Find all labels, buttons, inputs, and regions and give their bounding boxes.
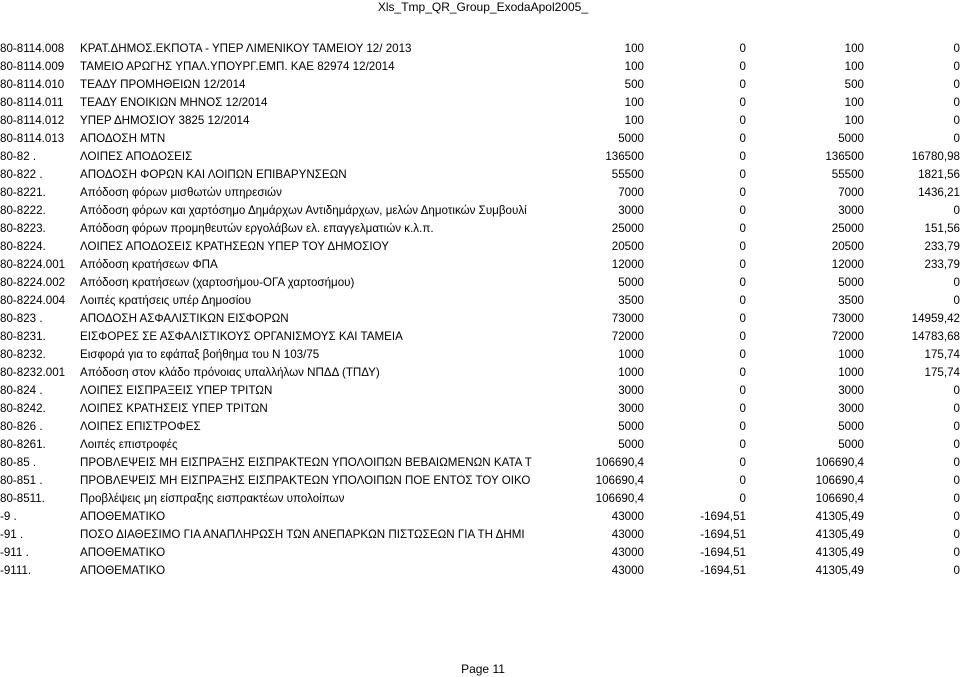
paid-amount-cell: 0 [953, 114, 960, 127]
description-cell: ΑΠΟΘΕΜΑΤΙΚΟ [80, 564, 166, 577]
paid-amount-cell: 0 [953, 78, 960, 91]
description-cell: ΑΠΟΘΕΜΑΤΙΚΟ [80, 546, 166, 559]
final-amount-cell: 20500 [831, 240, 864, 253]
adjustment-cell: 0 [739, 258, 746, 271]
paid-amount-cell: 0 [953, 96, 960, 109]
description-cell: Απόδοση στον κλάδο πρόνοιας υπαλλήλων ΝΠΔΔ (ΤΠΔΥ) [80, 366, 380, 379]
table-row [0, 311, 960, 329]
description-cell: ΛΟΙΠΕΣ ΑΠΟΔΟΣΕΙΣ ΚΡΑΤΗΣΕΩΝ ΥΠΕΡ ΤΟΥ ΔΗΜΟΣΙΟΥ [80, 240, 389, 253]
initial-amount-cell: 5000 [618, 438, 644, 451]
adjustment-cell: 0 [739, 384, 746, 397]
adjustment-cell: 0 [739, 492, 746, 505]
account-code-cell: 80-8261. [0, 438, 46, 451]
initial-amount-cell: 43000 [611, 528, 644, 541]
adjustment-cell: 0 [739, 42, 746, 55]
adjustment-cell: 0 [739, 312, 746, 325]
account-code-cell: 80-8222. [0, 204, 46, 217]
initial-amount-cell: 5000 [618, 132, 644, 145]
account-code-cell: 80-8224.004 [0, 294, 66, 307]
description-cell: ΥΠΕΡ ΔΗΜΟΣΙΟΥ 3825 12/2014 [80, 114, 250, 127]
table-row [0, 437, 960, 455]
initial-amount-cell: 55500 [611, 168, 644, 181]
initial-amount-cell: 20500 [611, 240, 644, 253]
description-cell: ΠΡΟΒΛΕΨΕΙΣ ΜΗ ΕΙΣΠΡΑΞΗΣ ΕΙΣΠΡΑΚΤΕΩΝ ΥΠΟΛΟΙΠΩΝ ΒΕΒΑΙΩΜΕΝΩΝ ΚΑΤΑ Τ [80, 456, 532, 469]
table-row [0, 401, 960, 419]
adjustment-cell: 0 [739, 294, 746, 307]
final-amount-cell: 3500 [838, 294, 864, 307]
paid-amount-cell: 233,79 [924, 258, 960, 271]
description-cell: ΑΠΟΔΟΣΗ ΜΤΝ [80, 132, 166, 145]
table-row [0, 221, 960, 239]
final-amount-cell: 7000 [838, 186, 864, 199]
account-code-cell: -9 . [0, 510, 17, 523]
final-amount-cell: 500 [844, 78, 864, 91]
initial-amount-cell: 1000 [618, 366, 644, 379]
adjustment-cell: -1694,51 [700, 528, 746, 541]
paid-amount-cell: 0 [953, 402, 960, 415]
adjustment-cell: 0 [739, 78, 746, 91]
final-amount-cell: 55500 [831, 168, 864, 181]
account-code-cell: 80-8114.011 [0, 96, 64, 109]
adjustment-cell: 0 [739, 276, 746, 289]
final-amount-cell: 106690,4 [815, 474, 864, 487]
description-cell: ΛΟΙΠΕΣ ΕΠΙΣΤΡΟΦΕΣ [80, 420, 201, 433]
page-number: Page 11 [461, 662, 505, 676]
account-code-cell: 80-826 . [0, 420, 43, 433]
account-code-cell: 80-82 . [0, 150, 37, 163]
table-row [0, 383, 960, 401]
paid-amount-cell: 0 [953, 564, 960, 577]
paid-amount-cell: 175,74 [924, 348, 960, 361]
description-cell: ΤΕΑΔΥ ΕΝΟΙΚΙΩΝ ΜΗΝΟΣ 12/2014 [80, 96, 268, 109]
initial-amount-cell: 43000 [611, 564, 644, 577]
description-cell: ΤΕΑΔΥ ΠΡΟΜΗΘΕΙΩΝ 12/2014 [80, 78, 246, 91]
initial-amount-cell: 106690,4 [595, 474, 644, 487]
table-row [0, 509, 960, 527]
final-amount-cell: 100 [844, 96, 864, 109]
paid-amount-cell: 1436,21 [918, 186, 960, 199]
initial-amount-cell: 100 [624, 96, 644, 109]
final-amount-cell: 5000 [838, 276, 864, 289]
paid-amount-cell: 0 [953, 438, 960, 451]
account-code-cell: 80-8232.001 [0, 366, 66, 379]
initial-amount-cell: 1000 [618, 348, 644, 361]
table-row [0, 473, 960, 491]
adjustment-cell: -1694,51 [700, 510, 746, 523]
table-row [0, 293, 960, 311]
table-row [0, 185, 960, 203]
account-code-cell: 80-8114.008 [0, 42, 65, 55]
description-cell: Απόδοση φόρων μισθωτών υπηρεσιών [80, 186, 282, 199]
initial-amount-cell: 3000 [618, 384, 644, 397]
final-amount-cell: 41305,49 [815, 528, 864, 541]
final-amount-cell: 5000 [838, 438, 864, 451]
account-code-cell: 80-8224. [0, 240, 46, 253]
paid-amount-cell: 0 [953, 546, 960, 559]
adjustment-cell: 0 [739, 132, 746, 145]
account-code-cell: 80-8114.013 [0, 132, 65, 145]
initial-amount-cell: 100 [624, 60, 644, 73]
adjustment-cell: 0 [739, 438, 746, 451]
account-code-cell: 80-8231. [0, 330, 46, 343]
initial-amount-cell: 106690,4 [595, 492, 644, 505]
account-code-cell: -9111. [0, 564, 32, 577]
account-code-cell: 80-85 . [0, 456, 37, 469]
final-amount-cell: 100 [844, 42, 864, 55]
account-code-cell: 80-824 . [0, 384, 43, 397]
final-amount-cell: 41305,49 [815, 510, 864, 523]
final-amount-cell: 3000 [838, 402, 864, 415]
adjustment-cell: 0 [739, 168, 746, 181]
description-cell: ΛΟΙΠΕΣ ΕΙΣΠΡΑΞΕΙΣ ΥΠΕΡ ΤΡΙΤΩΝ [80, 384, 273, 397]
paid-amount-cell: 0 [953, 420, 960, 433]
paid-amount-cell: 14783,68 [911, 330, 960, 343]
description-cell: ΠΟΣΟ ΔΙΑΘΕΣΙΜΟ ΓΙΑ ΑΝΑΠΛΗΡΩΣΗ ΤΩΝ ΑΝΕΠΑΡΚΩΝ ΠΙΣΤΩΣΕΩΝ ΓΙΑ ΤΗ ΔΗΜΙ [80, 528, 525, 541]
account-code-cell: -91 . [0, 528, 24, 541]
final-amount-cell: 41305,49 [815, 546, 864, 559]
adjustment-cell: -1694,51 [700, 564, 746, 577]
initial-amount-cell: 3000 [618, 204, 644, 217]
final-amount-cell: 41305,49 [815, 564, 864, 577]
initial-amount-cell: 7000 [618, 186, 644, 199]
table-row [0, 203, 960, 221]
description-cell: Απόδοση κρατήσεων ΦΠΑ [80, 258, 218, 271]
table-row [0, 365, 960, 383]
final-amount-cell: 25000 [831, 222, 864, 235]
account-code-cell: 80-8114.010 [0, 78, 65, 91]
table-row [0, 41, 960, 59]
account-code-cell: 80-8511. [0, 492, 45, 505]
paid-amount-cell: 0 [953, 294, 960, 307]
adjustment-cell: 0 [739, 186, 746, 199]
description-cell: ΚΡΑΤ.ΔΗΜΟΣ.ΕΚΠΟΤΑ - ΥΠΕΡ ΛΙΜΕΝΙΚΟΥ ΤΑΜΕΙΟΥ 12/ 2013 [80, 42, 412, 55]
final-amount-cell: 72000 [831, 330, 864, 343]
budget-table [0, 41, 960, 581]
adjustment-cell: 0 [739, 474, 746, 487]
paid-amount-cell: 0 [953, 528, 960, 541]
final-amount-cell: 136500 [825, 150, 864, 163]
adjustment-cell: 0 [739, 366, 746, 379]
initial-amount-cell: 500 [624, 78, 644, 91]
table-row [0, 347, 960, 365]
paid-amount-cell: 1821,56 [918, 168, 960, 181]
description-cell: ΑΠΟΔΟΣΗ ΑΣΦΑΛΙΣΤΙΚΩΝ ΕΙΣΦΟΡΩΝ [80, 312, 289, 325]
initial-amount-cell: 73000 [611, 312, 644, 325]
final-amount-cell: 3000 [838, 384, 864, 397]
paid-amount-cell: 14959,42 [911, 312, 960, 325]
table-row [0, 563, 960, 581]
paid-amount-cell: 0 [953, 384, 960, 397]
table-row [0, 59, 960, 77]
adjustment-cell: 0 [739, 348, 746, 361]
table-row [0, 131, 960, 149]
final-amount-cell: 73000 [831, 312, 864, 325]
final-amount-cell: 106690,4 [815, 456, 864, 469]
account-code-cell: 80-8223. [0, 222, 46, 235]
paid-amount-cell: 0 [953, 456, 960, 469]
adjustment-cell: 0 [739, 150, 746, 163]
adjustment-cell: 0 [739, 456, 746, 469]
initial-amount-cell: 43000 [611, 546, 644, 559]
initial-amount-cell: 3500 [618, 294, 644, 307]
description-cell: ΑΠΟΘΕΜΑΤΙΚΟ [80, 510, 166, 523]
account-code-cell: 80-822 . [0, 168, 43, 181]
table-row [0, 329, 960, 347]
paid-amount-cell: 0 [953, 492, 960, 505]
account-code-cell: 80-8224.001 [0, 258, 66, 271]
description-cell: Απόδοση φόρων προμηθευτών εργολάβων ελ. επαγγελματιών κ.λ.π. [80, 222, 434, 235]
paid-amount-cell: 0 [953, 132, 960, 145]
table-row [0, 113, 960, 131]
description-cell: Λοιπές κρατήσεις υπέρ Δημοσίου [80, 294, 252, 307]
table-row [0, 257, 960, 275]
table-row [0, 95, 960, 113]
adjustment-cell: -1694,51 [700, 546, 746, 559]
paid-amount-cell: 151,56 [924, 222, 960, 235]
table-row [0, 149, 960, 167]
adjustment-cell: 0 [739, 222, 746, 235]
final-amount-cell: 100 [844, 114, 864, 127]
paid-amount-cell: 0 [953, 510, 960, 523]
initial-amount-cell: 43000 [611, 510, 644, 523]
final-amount-cell: 1000 [838, 348, 864, 361]
table-row [0, 419, 960, 437]
description-cell: ΑΠΟΔΟΣΗ ΦΟΡΩΝ ΚΑΙ ΛΟΙΠΩΝ ΕΠΙΒΑΡΥΝΣΕΩΝ [80, 168, 347, 181]
table-row [0, 239, 960, 257]
initial-amount-cell: 100 [624, 114, 644, 127]
description-cell: ΛΟΙΠΕΣ ΚΡΑΤΗΣΕΙΣ ΥΠΕΡ ΤΡΙΤΩΝ [80, 402, 268, 415]
description-cell: Απόδοση κρατήσεων (χαρτοσήμου-ΟΓΑ χαρτοσήμου) [80, 276, 355, 289]
paid-amount-cell: 175,74 [924, 366, 960, 379]
paid-amount-cell: 0 [953, 60, 960, 73]
account-code-cell: 80-8114.009 [0, 60, 65, 73]
final-amount-cell: 3000 [838, 204, 864, 217]
description-cell: ΕΙΣΦΟΡΕΣ ΣΕ ΑΣΦΑΛΙΣΤΙΚΟΥΣ ΟΡΓΑΝΙΣΜΟΥΣ ΚΑΙ ΤΑΜΕΙΑ [80, 330, 403, 343]
account-code-cell: 80-8224.002 [0, 276, 66, 289]
description-cell: Προβλέψεις μη είσπραξης εισπρακτέων υπολοίπων [80, 492, 345, 505]
initial-amount-cell: 5000 [618, 420, 644, 433]
account-code-cell: 80-851 . [0, 474, 43, 487]
description-cell: Απόδοση φόρων και χαρτόσημο Δημάρχων Αντιδημάρχων, μελών Δημοτικών Συμβουλί [80, 204, 527, 217]
initial-amount-cell: 3000 [618, 402, 644, 415]
paid-amount-cell: 0 [953, 474, 960, 487]
paid-amount-cell: 0 [953, 276, 960, 289]
adjustment-cell: 0 [739, 96, 746, 109]
description-cell: ΤΑΜΕΙΟ ΑΡΩΓΗΣ ΥΠΑΛ.ΥΠΟΥΡΓ.ΕΜΠ. ΚΑΕ 82974 12/2014 [80, 60, 395, 73]
initial-amount-cell: 12000 [611, 258, 644, 271]
initial-amount-cell: 72000 [611, 330, 644, 343]
initial-amount-cell: 106690,4 [595, 456, 644, 469]
description-cell: Εισφορά για το εφάπαξ βοήθημα του Ν 103/75 [80, 348, 320, 361]
initial-amount-cell: 136500 [605, 150, 644, 163]
paid-amount-cell: 233,79 [924, 240, 960, 253]
final-amount-cell: 100 [844, 60, 864, 73]
adjustment-cell: 0 [739, 60, 746, 73]
table-row [0, 275, 960, 293]
final-amount-cell: 12000 [831, 258, 864, 271]
description-cell: ΛΟΙΠΕΣ ΑΠΟΔΟΣΕΙΣ [80, 150, 193, 163]
account-code-cell: 80-8221. [0, 186, 46, 199]
table-row [0, 545, 960, 563]
adjustment-cell: 0 [739, 114, 746, 127]
paid-amount-cell: 16780,98 [911, 150, 960, 163]
adjustment-cell: 0 [739, 330, 746, 343]
paid-amount-cell: 0 [953, 42, 960, 55]
final-amount-cell: 5000 [838, 132, 864, 145]
account-code-cell: 80-8242. [0, 402, 46, 415]
description-cell: ΠΡΟΒΛΕΨΕΙΣ ΜΗ ΕΙΣΠΡΑΞΗΣ ΕΙΣΠΡΑΚΤΕΩΝ ΥΠΟΛΟΙΠΩΝ ΠΟΕ ΕΝΤΟΣ ΤΟΥ ΟΙΚΟ [80, 474, 531, 487]
final-amount-cell: 5000 [838, 420, 864, 433]
table-row [0, 167, 960, 185]
account-code-cell: 80-8232. [0, 348, 46, 361]
initial-amount-cell: 100 [624, 42, 644, 55]
account-code-cell: -911 . [0, 546, 29, 559]
initial-amount-cell: 5000 [618, 276, 644, 289]
adjustment-cell: 0 [739, 240, 746, 253]
paid-amount-cell: 0 [953, 204, 960, 217]
final-amount-cell: 1000 [838, 366, 864, 379]
document-title: Xls_Tmp_QR_Group_ExodaApol2005_ [377, 0, 588, 14]
initial-amount-cell: 25000 [611, 222, 644, 235]
final-amount-cell: 106690,4 [815, 492, 864, 505]
table-row [0, 455, 960, 473]
description-cell: Λοιπές επιστροφές [80, 438, 178, 451]
table-row [0, 527, 960, 545]
account-code-cell: 80-8114.012 [0, 114, 65, 127]
adjustment-cell: 0 [739, 420, 746, 433]
adjustment-cell: 0 [739, 402, 746, 415]
adjustment-cell: 0 [739, 204, 746, 217]
table-row [0, 491, 960, 509]
table-row [0, 77, 960, 95]
account-code-cell: 80-823 . [0, 312, 43, 325]
